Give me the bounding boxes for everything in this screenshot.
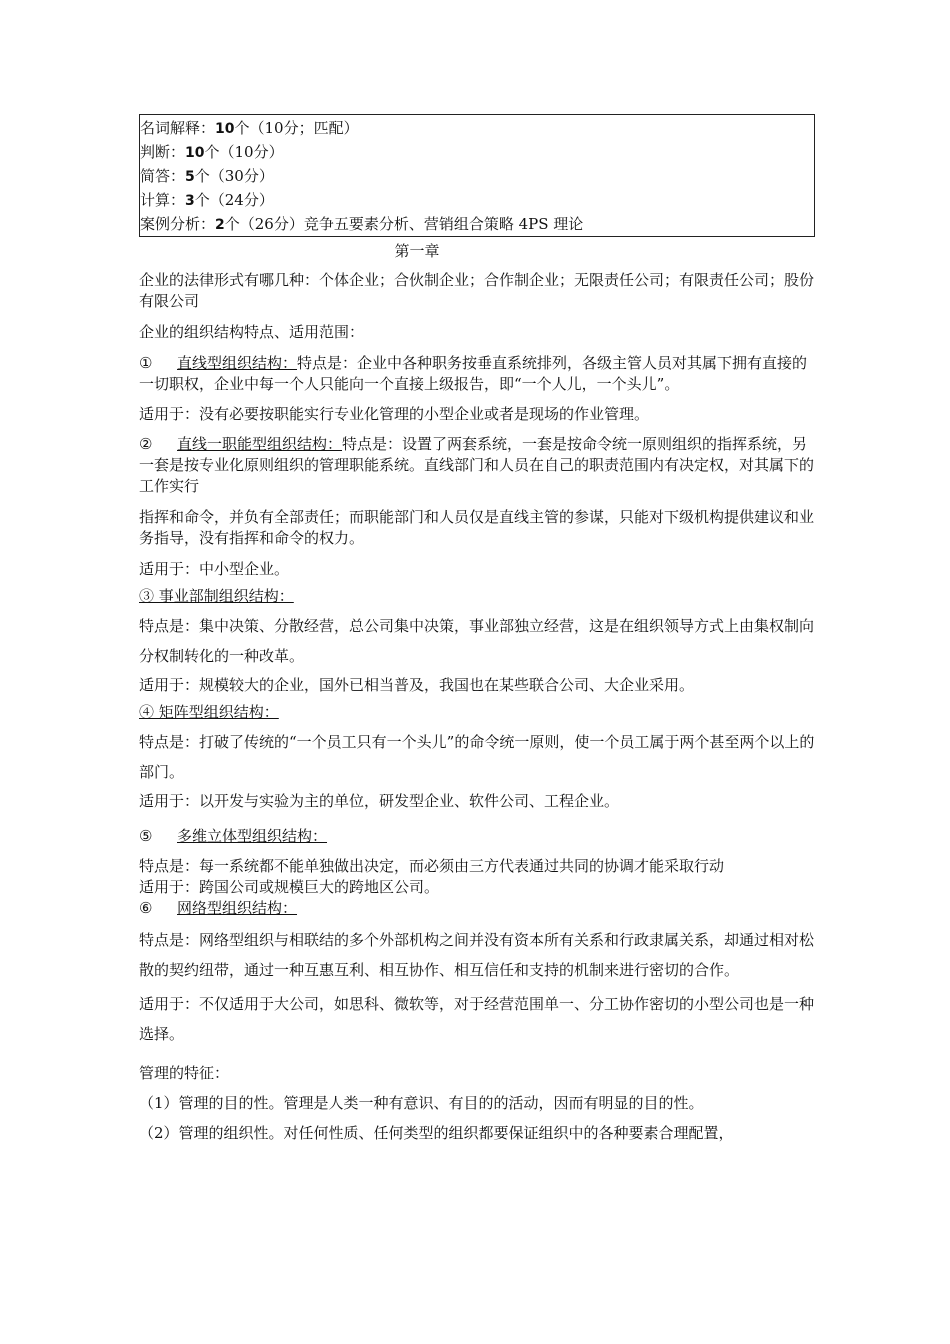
- network-structure-apply: 适用于：不仅适用于大公司，如思科、微软等，对于经营范围单一、分工协作密切的小型公司也是一种选择。: [139, 995, 815, 1043]
- legal-forms-paragraph: 企业的法律形式有哪几种：个体企业；合伙制企业；合作制企业；无限责任公司；有限责任公司；股份有限公司: [139, 271, 815, 310]
- matrix-structure-apply: 适用于：以开发与实验为主的单位，研发型企业、软件公司、工程企业。: [139, 792, 620, 810]
- document-page: [139, 114, 815, 1144]
- org-structure-intro: 企业的组织结构特点、适用范围：: [139, 323, 365, 341]
- chapter-heading: 第一章: [394, 242, 440, 260]
- section-network-structure: [139, 898, 815, 919]
- section-multidimensional-structure: [139, 826, 815, 847]
- line-function-heading: ② 直线一职能型组织结构：: [139, 435, 343, 453]
- multidimensional-structure-apply: 适用于：跨国公司或规模巨大的跨地区公司。: [139, 878, 440, 896]
- management-feature-item: （1）管理的目的性。管理是人类一种有意识、有目的的活动，因而有明显的目的性。: [139, 1094, 704, 1112]
- section-matrix-structure: ④ 矩阵型组织结构：: [139, 703, 279, 721]
- multidimensional-structure-text: 特点是：每一系统都不能单独做出决定，而必须由三方代表通过共同的协调才能采取行动: [139, 857, 725, 875]
- summary-line-terms: 名词解释：10个（10分；匹配）: [140, 119, 359, 137]
- management-features-title: 管理的特征：: [139, 1064, 230, 1082]
- network-heading: ⑥ 网络型组织结构：: [139, 899, 298, 917]
- section-line-structure: ① 直线型组织结构：特点是：企业中各种职务按垂直系统排列，各级主管人员对其属下拥有直接的一切职权，企业中每一个人只能向一个直接上级报告，即“一个人儿，一个头儿”。: [139, 354, 808, 393]
- line-function-text-continued: 指挥和命令，并负有全部责任；而职能部门和人员仅是直线主管的参谋，只能对下级机构提供建议和业务指导，没有指挥和命令的权力。: [139, 508, 815, 547]
- management-feature-item: （2）管理的组织性。对任何性质、任何类型的组织都要保证组织中的各种要素合理配置，: [139, 1124, 734, 1142]
- matrix-structure-text: 特点是：打破了传统的“一个员工只有一个头儿”的命令统一原则，使一个员工属于两个甚至两个以上的部门。: [139, 733, 815, 781]
- summary-line-calculation: 计算：3个（24分）: [140, 191, 274, 209]
- line-structure-heading: ① 直线型组织结构：: [139, 354, 298, 372]
- summary-line-short-answer: 简答：5个（30分）: [140, 167, 274, 185]
- section-division-structure: ③ 事业部制组织结构：: [139, 587, 294, 605]
- line-function-apply: 适用于：中小型企业。: [139, 560, 290, 578]
- exam-summary-box: [139, 114, 815, 237]
- division-structure-apply: 适用于：规模较大的企业，国外已相当普及，我国也在某些联合公司、大企业采用。: [139, 676, 695, 694]
- summary-line-judge: 判断：10个（10分）: [140, 143, 284, 161]
- division-structure-text: 特点是：集中决策、分散经营，总公司集中决策，事业部独立经营，这是在组织领导方式上由集权制向分权制转化的一种改革。: [139, 617, 815, 665]
- summary-line-case: 案例分析：2个（26分）竞争五要素分析、营销组合策略 4PS 理论: [140, 215, 584, 233]
- line-structure-apply: 适用于：没有必要按职能实行专业化管理的小型企业或者是现场的作业管理。: [139, 405, 650, 423]
- network-structure-text: 特点是：网络型组织与相联结的多个外部机构之间并没有资本所有关系和行政隶属关系，却通过相对松散的契约纽带，通过一种互惠互利、相互协作、相互信任和支持的机制来进行密切的合作。: [139, 931, 815, 979]
- multidimensional-heading: ⑤ 多维立体型组织结构：: [139, 827, 328, 845]
- section-line-function-structure: ② 直线一职能型组织结构：特点是：设置了两套系统，一套是按命令统一原则组织的指挥系统，另一套是按专业化原则组织的管理职能系统。直线部门和人员在自己的职责范围内有决定权，对其属下的工作实行: [139, 435, 815, 495]
